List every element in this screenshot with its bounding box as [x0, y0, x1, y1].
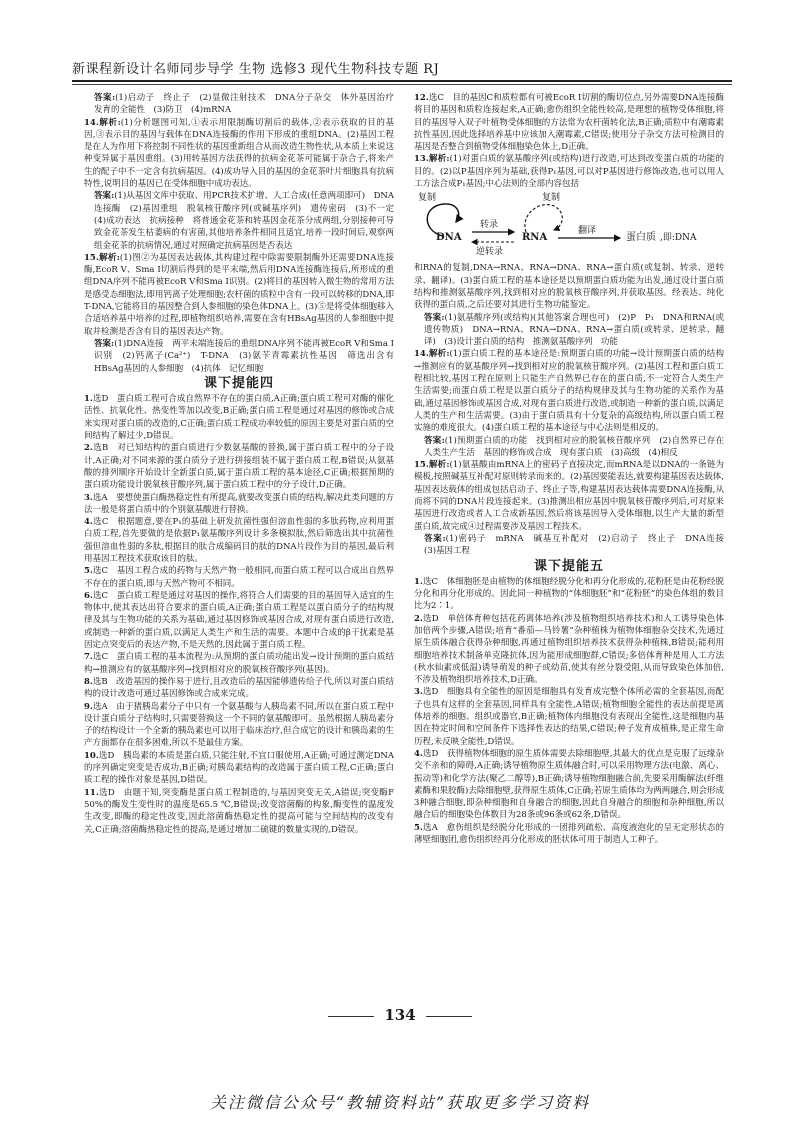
question-number: 10. — [84, 750, 99, 761]
answer-block — [414, 435, 733, 460]
question-number: 15. — [84, 252, 99, 263]
diagram-label-rna-replication: 复制 — [542, 193, 561, 204]
question-item — [414, 576, 724, 613]
analysis-label: 解析: — [428, 154, 450, 165]
question-item — [84, 565, 394, 590]
item-text: 选C 蛋白质工程是通过对基因的操作,将符合人们需要的目的基因导入适宜的生物体中,使其表达出符合要求的蛋白质,A正确;蛋白质工程是以蛋白质分子的结构规律及其与生物功能的关系为基础,通过基因修饰或基因合成,对现有蛋白质进行改造,或制造一种新的蛋白质,以满足人类生产和生活的需要。本题中合成的β干扰素是基因定点突变后的表达产物,不是天然的,因此属于蛋白质工程。 — [84, 590, 394, 651]
answer-label: 答案: — [94, 338, 115, 349]
question-item — [84, 516, 394, 565]
question-number: 12. — [414, 93, 429, 103]
item-text: 选C 基因工程合成的药物与天然产物一般相同,而蛋白质工程可以合成出自然界不存在的蛋白质,即与天然产物可不相同。 — [84, 566, 394, 589]
question-item — [84, 590, 394, 651]
question-number: 11. — [84, 787, 99, 798]
diagram-label-rna: RNA — [522, 232, 548, 244]
answer-block — [84, 190, 403, 251]
item-text: (1)分析题图可知,①表示用限制酶切割后的载体,②表示获取的目的基因,③表示目的基因与载体在DNA连接酶的作用下形成的重组DNA。(2)基因工程是在人为作用下将控制不同性状的基因重新组合从而改造生物性状,从本质上来说这种变异属于基因重组。(3)用转基因方法获得的抗病金花茶可能属于杂合子,将来产生的配子中不一定含有抗病基因。(4)成功导入目的基因的金花茶叶片细胞具有抗病特性,说明目的基因已在受体细胞中成功表达。 — [84, 117, 394, 190]
question-item — [414, 92, 724, 153]
diagram-label-dna: DNA — [436, 232, 462, 244]
item-text: 选B 改造基因的操作易于进行,且改造后的基因能够遗传给子代,所以对蛋白质结构的设计改造可通过基因修饰或合成来完成。 — [84, 676, 394, 700]
question-number: 9. — [84, 701, 93, 712]
page-dash-left — [328, 1016, 374, 1017]
question-item — [414, 748, 724, 822]
question-number: 4. — [414, 748, 423, 759]
question-number: 4. — [84, 517, 93, 528]
item-text: (1)密码子 mRNA 碱基互补配对 (2)启动子 终止子 DNA连接 (3)基因工程 — [424, 533, 733, 557]
question-item — [84, 676, 394, 701]
item-text: (1)启动子 终止子 (2)显微注射技术 DNA分子杂交 体外基因治疗 发育的全能性 (3)防卫 (4)mRNA — [94, 93, 403, 116]
question-number: 3. — [84, 492, 93, 503]
answer-label: 答案: — [424, 312, 445, 323]
diagram-label-replication: 复制 — [418, 193, 437, 204]
question-item — [414, 822, 724, 847]
left-column — [84, 92, 403, 836]
right-column — [414, 92, 733, 846]
question-number: 2. — [84, 443, 93, 454]
question-item — [84, 117, 394, 191]
question-number: 6. — [84, 590, 93, 601]
item-text: (1)从基因文库中获取、用PCR技术扩增、人工合成(任意两项即可) DNA连接酶 (2)基因重组 脱氧核苷酸序列(或碱基序列) 遗传密码 (3)不一定 (4)成功表达 抗病接种 将普通金花茶和转基因金花茶分成两组,分别接种可导致金花茶发生枯萎病的有害菌,其他培养条件相同且适宜,培养一段时间后,观察两组金花茶的抗病情况,通过对照确定抗病基因是否表达 — [94, 191, 403, 251]
item-text: (1)氨基酸序列(或结构)(其他答案合理也可) (2)P P₁ DNA和RNA(或遗传物质) DNA→RNA、RNA→DNA、RNA→蛋白质(或转录、逆转录、翻译) (3)设计蛋白质的结构 推测氨基酸序列 功能 — [424, 312, 724, 348]
rna-replication-loop — [525, 205, 562, 232]
item-text: 选C 蛋白质工程的基本流程为:从预期的蛋白质功能出发→设计预期的蛋白质结构→推测应有的氨基酸序列→找到相对应的脱氧核苷酸序列(基因)。 — [84, 652, 394, 675]
question-item — [84, 651, 394, 676]
diagram-suffix: ,即:DNA — [660, 233, 697, 244]
question-number: 7. — [84, 652, 93, 663]
question-item — [414, 613, 724, 687]
question-item — [84, 442, 394, 491]
item-text: 选D 由题干知,突变酶是蛋白质工程制造的,与基因突变无关,A错误;突变酶F 50%的酶发生变性时的温度是65.5 ℃,B错误;改变溶菌酶的构象,酶变性的温度发生改变,即酶的稳定性改变,因此溶菌酶热稳定性的提高可能与空间结构的改变有关,C正确;溶菌酶热稳定性的提高,是通过增加二硫键的数量实现的,D错误。 — [84, 787, 394, 835]
question-number: 2. — [414, 613, 423, 624]
analysis-label: 解析: — [428, 460, 450, 471]
page-number-area — [0, 1006, 800, 1024]
item-text: 选D 细胞具有全能性的原因是细胞具有发育成完整个体所必需的全套基因,而配子也具有这样的全套基因,同样具有全能性,A错误;植物细胞全能性的表达前提是离体培养的细胞、组织或器官,B正确;植物体内细胞没有表现出全能性,这是细胞内基因在特定时间和空间条件下选择性表达的结果,C错误;种子发育成植株,是正常生命历程,未反映全能性,D错误。 — [414, 687, 724, 747]
question-item — [414, 459, 724, 533]
item-text: 选C 目的基因C和质粒都有可被EcoR Ⅰ切割的酶切位点,另外需要DNA连接酶将目的基因和质粒连接起来,A正确;愈伤组织全能性较高,是理想的植物受体细胞,将目的基因导入双子叶植物受体细胞的方法常为农杆菌转化法,B正确;质粒中有潮霉素抗性基因,因此选择培养基中应该加入潮霉素,C错误;使用分子杂交方法可检测目的基因是否整合到植物受体细胞染色体上,D正确。 — [414, 93, 724, 153]
item-text: (1)图②为基因表达载体,其构建过程中除需要限制酶外还需要DNA连接酶,EcoR Ⅴ、Sma Ⅰ切割后得到的是平末端,然后用DNA连接酶连接后,所形成的重组DNA序列不能再被EcoR Ⅴ和Sma Ⅰ识别。(2)将目的基因转入微生物的常用方法是感受态细胞法,即用钙离子处理细胞;农杆菌的质粒中含有一段可以转移的DNA,即T-DNA,它能将目的基因整合到人参细胞的染色体DNA上。(3)⑤是将受体细胞移入合适培养基中培养的过程,即植物组织培养,需要在含有HBsAg基因的人参细胞中提取并检测是否含有目的基因表达产物。 — [84, 252, 395, 337]
question-number: 14. — [414, 349, 429, 360]
question-number: 13. — [414, 154, 429, 165]
header-rule-thin — [72, 84, 732, 85]
item-text: 选D 单倍体育种包括花药离体培养(涉及植物组织培养技术)和人工诱导染色体加倍两个步骤,A错误;培育“番茄—马铃薯”杂种植株为植物体细胞杂交技术,先通过原生质体融合获得杂种细胞,再通过植物组织培养技术获得杂种植株,B错误;能利用细胞培养技术制备单克隆抗体,因为能形成细胞群,C错误;多倍体育种是用人工方法(秋水仙素或低温)诱导萌发的种子或幼苗,使其有丝分裂受阻,从而导致染色体加倍,不涉及植物组织培养技术,D正确。 — [414, 613, 724, 686]
question-item — [414, 686, 724, 747]
answer-label: 答案: — [424, 435, 445, 446]
question-number: 5. — [414, 822, 423, 833]
header-rule — [72, 80, 732, 82]
item-text: 选A 要想使蛋白酶热稳定性有所提高,就要改变蛋白质的结构,解决此类问题的方法一般是将蛋白质中的个别氨基酸进行替换。 — [84, 492, 394, 515]
item-text: 选D 蛋白质工程可合成自然界不存在的蛋白质,A正确;蛋白质工程可对酶的催化活性、抗氧化性、热变性等加以改变,B正确;蛋白质工程是通过对基因的修饰或合成来实现对蛋白质的改造的,C正确;蛋白质工程成功率较低的原因主要是对蛋白质的空间结构了解过少,D错误。 — [84, 394, 394, 442]
question-number: 8. — [84, 676, 93, 687]
item-text: 选D 胰岛素的本质是蛋白质,只能注射,不宜口服使用,A正确;可通过测定DNA的序列确定突变是否成功,B正确;对胰岛素结构的改造属于蛋白质工程,C正确;蛋白质工程的操作对象是基因,D错误。 — [84, 750, 394, 786]
question-number: 15. — [414, 460, 429, 471]
item-text: (1)蛋白质工程的基本途径是:预期蛋白质的功能→设计预期蛋白质的结构→推测应有的氨基酸序列→找到相对应的脱氧核苷酸序列。(2)基因工程和蛋白质工程相比较,基因工程在原则上只能生产自然界已存在的蛋白质,不一定符合人类生产生活需要;而蛋白质工程是以蛋白质分子的结构规律及其与生物功能的关系作为基础,通过基因修饰或基因合成,对现有蛋白质进行改造,或制造一种新的蛋白质,以满足人类的生产和生活需要。(3)由于蛋白质具有十分复杂的高级结构,所以蛋白质工程实施的难度很大。(4)蛋白质工程的基本途径与中心法则是相反的。 — [414, 349, 724, 434]
item-text: (1)预期蛋白质的功能 找到相对应的脱氧核苷酸序列 (2)自然界已存在 人类生产生活 基因的修饰或合成 现有蛋白质 (3)高级 (4)相反 — [424, 435, 733, 458]
item-text: (1)对蛋白质的氨基酸序列(或结构)进行改造,可达到改变蛋白质的功能的目的。(2)以P基因序列为基础,获得P₁基因,可以对P基因进行修饰改造,也可以用人工方法合成P₁基因;中心法则的全部内容包括 — [414, 154, 724, 190]
analysis-label: 解析: — [98, 252, 120, 263]
analysis-label: 解析: — [428, 349, 450, 360]
item-text: 选A 愈伤组织是经脱分化形成的一团排列疏松、高度液泡化的呈无定形状态的薄壁细胞团,愈伤组织经再分化形成的胚状体可用于制造人工种子。 — [414, 822, 724, 846]
question-item — [414, 348, 724, 434]
question-item — [84, 252, 394, 338]
question-number: 1. — [84, 394, 93, 405]
answer-label: 答案: — [424, 533, 446, 544]
page-dash-right — [426, 1016, 472, 1017]
central-dogma-diagram — [414, 192, 724, 260]
question-item — [84, 787, 394, 836]
footer-note: 关注微信公众号“教辅资料站”获取更多学习资料 — [209, 1093, 591, 1112]
analysis-label: 解析: — [98, 117, 121, 128]
diagram-label-transcription: 转录 — [480, 220, 499, 231]
question-number: 5. — [84, 566, 93, 577]
question-item — [84, 701, 394, 750]
item-text: 选A 由于猪胰岛素分子中只有一个氨基酸与人胰岛素不同,所以在蛋白质工程中设计蛋白质分子结构时,只需要替换这一个不同的氨基酸即可。虽然根据人胰岛素分子的结构设计一个全新的胰岛素也可以用于临床治疗,但合成它的设计和胰岛素的生产方面都存在很多困难,所以不是最佳方案。 — [84, 701, 394, 749]
question-item — [84, 750, 394, 787]
running-header: 新课程新设计名师同步导学 生物 选修3 现代生物科技专题 RJ — [72, 62, 440, 77]
item-text: 选D 获得植物体细胞的原生质体需要去除细胞壁,其最大的优点是克服了远缘杂交不亲和的障碍,A正确;诱导植物原生质体融合时,可以采用物理方法(电激、离心、振动等)和化学方法(聚乙二醇等),B正确;诱导植物细胞融合前,先要采用酶解法(纤维素酶和果胶酶)去除细胞壁,获得原生质体,C正确;若原生质体均为两两融合,则会形成3种融合细胞,即杂种细胞和自身融合的细胞,因此自身融合的细胞和杂种细胞,所以融合后的细胞染色体数目为28条或96条或62条,D错误。 — [414, 748, 724, 821]
question-number: 1. — [414, 576, 423, 587]
diagram-label-protein: 蛋白质 — [626, 232, 656, 244]
item-text: (1)氨基酸由mRNA上的密码子直接决定,而mRNA是以DNA的一条链为模板,按照碱基互补配对原则转录而来的。(2)基因要能表达,就要构建基因表达载体,基因表达载体的组成包括启动子、终止子等,构建基因表达载体需要DNA连接酶,从而将不同的DNA片段连接起来。(3)推测出相应基因中脱氧核苷酸序列后,可对原来基因进行改造或者人工合成新基因,然后将该基因导入受体细胞,以生产大量的新型蛋白质,故完成④过程需要涉及基因工程技术。 — [414, 460, 724, 532]
item-text: 选B 对已知结构的蛋白质进行少数氨基酸的替换,属于蛋白质工程中的分子设计,A正确;对不同来源的蛋白质分子进行拼接组装不属于蛋白质工程,B错误;从氨基酸的排列顺序开始设计全新蛋白质,属于蛋白质工程的基本途径,C正确;根据预期的蛋白质功能设计脱氧核苷酸序列,属于蛋白质工程中的分子设计,D正确。 — [84, 443, 394, 491]
question-item — [414, 153, 724, 190]
diagram-label-translation: 翻译 — [578, 226, 597, 237]
page-number: 134 — [384, 1006, 416, 1024]
answer-block — [84, 338, 394, 375]
answer-block — [414, 533, 733, 558]
answer-label: 答案: — [94, 93, 116, 103]
item-text: 选C 体细胞胚是由植物的体细胞经脱分化和再分化形成的,花粉胚是由花粉经脱分化和再分化形成的。因此同一种植物的“体细胞胚”和“花粉胚”的染色体组的数目比为2∶1。 — [414, 576, 724, 612]
question-number: 14. — [84, 117, 99, 128]
text-block — [414, 262, 724, 311]
answer-block — [84, 92, 403, 117]
item-text: 和RNA的复制,DNA→RNA、RNA→DNA、RNA→蛋白质(或复制、转录、逆转录、翻译)。(3)蛋白质工程的基本途径是以预期蛋白质功能为出发,通过设计蛋白质结构和推测氨基酸序列,找到相对应的脱氧核苷酸序列,并获取基因。经表达、纯化获得的蛋白质,之后还要对其进行生物功能鉴定。 — [414, 263, 724, 311]
answer-block — [414, 312, 724, 349]
question-item — [84, 393, 394, 442]
section-heading: 课下提能五 — [533, 558, 604, 574]
diagram-label-reverse-transcription: 逆转录 — [476, 247, 504, 258]
item-text: 选C 根据题意,要在P₁的基础上研发抗菌性强但溶血性弱的多肽药物,应利用蛋白质工程,首先要做的是依据P₁氨基酸序列设计多条模拟肽,然后筛选出其中抗菌性强但溶血性弱的多肽,根据目的肽合成编码目的肽的DNA片段作为目的基因,最后利用基因工程技术获取该目的肽。 — [84, 517, 394, 564]
question-item — [84, 492, 394, 517]
answer-label: 答案: — [94, 191, 115, 202]
question-number: 3. — [414, 687, 423, 698]
item-text: (1)DNA连接 两平末端连接后的重组DNA序列不能再被EcoR Ⅴ和Sma Ⅰ识别 (2)钙离子(Ca²⁺) T-DNA (3)氨苄青霉素抗性基因 筛选出含有HBsAg基因的人参细胞 (4)抗体 记忆细胞 — [94, 338, 394, 374]
central-dogma-arrows — [414, 192, 724, 260]
section-heading: 课下提能四 — [203, 375, 274, 391]
